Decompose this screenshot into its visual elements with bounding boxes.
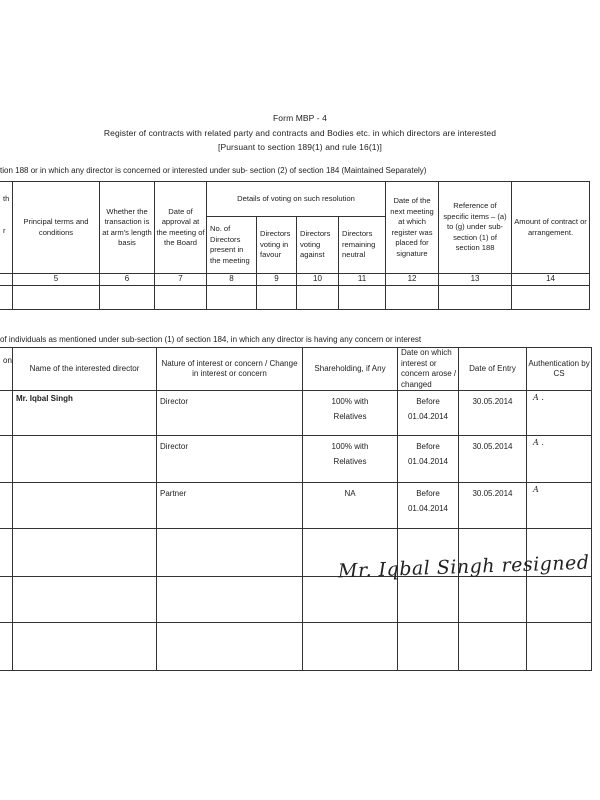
col-voting-details: Details of voting on such resolution	[207, 182, 386, 217]
col-reference: Reference of specific items – (a) to (g) under sub-section (1) of section 188	[439, 182, 512, 274]
table-row	[0, 623, 592, 671]
col-number: 12	[386, 274, 439, 286]
date-of-entry: 30.05.2014	[459, 436, 527, 483]
section1-heading: tion 188 or in which any director is concerned or interested under sub- section (2) of section 184 (Maintained Separately)	[0, 166, 427, 175]
form-subtitle: [Pursuant to section 189(1) and rule 16(1)]	[217, 142, 382, 152]
date-arose-value: Before 01.04.2014	[398, 483, 459, 529]
table-row	[0, 436, 592, 483]
date-arose-value: Before 01.04.2014	[398, 436, 459, 483]
cs-signature: A .	[527, 391, 592, 436]
col-number: 8	[207, 274, 257, 286]
col-authentication: Authentication by CS	[527, 348, 592, 391]
empty-data-row	[0, 286, 590, 310]
col-amount: Amount of contract or arrangement.	[512, 182, 590, 274]
col-date-arose: Date on which interest or concern arose / changed	[398, 348, 459, 391]
col-number: 7	[155, 274, 207, 286]
interested-director-name: Mr. Iqbal Singh	[13, 391, 157, 436]
col-date-approval: Date of approval at the meeting of the Board	[155, 182, 207, 274]
interested-director-name	[13, 483, 157, 529]
interested-director-name	[13, 436, 157, 483]
col-voting-against: Directors voting against	[297, 217, 339, 274]
col-interested-director: Name of the interested director	[13, 348, 157, 391]
handwritten-resignation-note: Mr. Iqbal Singh resigned	[337, 551, 590, 583]
cs-signature: A .	[527, 436, 592, 483]
header-row	[0, 348, 592, 391]
col-date-entry: Date of Entry	[459, 348, 527, 391]
col-remaining-neutral: Directors remaining neutral	[339, 217, 386, 274]
date-of-entry: 30.05.2014	[459, 391, 527, 436]
nature-of-interest: Director	[157, 391, 303, 436]
col-number: 10	[297, 274, 339, 286]
col-number: 5	[13, 274, 100, 286]
form-title: Register of contracts with related party and contracts and Bodies etc. in which directors are interested	[103, 128, 497, 138]
table-row	[0, 577, 592, 623]
cs-signature: A	[527, 483, 592, 529]
table-row	[0, 483, 592, 529]
col-number: 6	[100, 274, 155, 286]
col-shareholding: Shareholding, if Any	[303, 348, 398, 391]
col-voting-favour: Directors voting in favour	[257, 217, 297, 274]
col-arms-length: Whether the transaction is at arm's length basis	[100, 182, 155, 274]
col-principal-terms: Principal terms and conditions	[13, 182, 100, 274]
col-number: 13	[439, 274, 512, 286]
column-number-row	[0, 274, 590, 286]
col-partial: on	[0, 348, 13, 391]
date-of-entry: 30.05.2014	[459, 483, 527, 529]
col-number: 11	[339, 274, 386, 286]
col-next-meeting: Date of the next meeting at which register was placed for signature	[386, 182, 439, 274]
col-number: 14	[512, 274, 590, 286]
col-directors-present: No. of Directors present in the meeting	[207, 217, 257, 274]
interest-table	[0, 347, 592, 671]
shareholding-value: NA	[303, 483, 398, 529]
col-partial: th r	[0, 182, 13, 274]
col-nature-interest: Nature of interest or concern / Change in interest or concern	[157, 348, 303, 391]
date-arose-value: Before 01.04.2014	[398, 391, 459, 436]
section2-heading: of individuals as mentioned under sub-section (1) of section 184, in which any director is having any concern or interest	[0, 335, 422, 344]
contracts-table	[0, 181, 590, 310]
nature-of-interest: Director	[157, 436, 303, 483]
col-number: 9	[257, 274, 297, 286]
form-number: Form MBP - 4	[273, 113, 327, 123]
shareholding-value: 100% with Relatives	[303, 391, 398, 436]
shareholding-value: 100% with Relatives	[303, 436, 398, 483]
nature-of-interest: Partner	[157, 483, 303, 529]
table-row	[0, 391, 592, 436]
